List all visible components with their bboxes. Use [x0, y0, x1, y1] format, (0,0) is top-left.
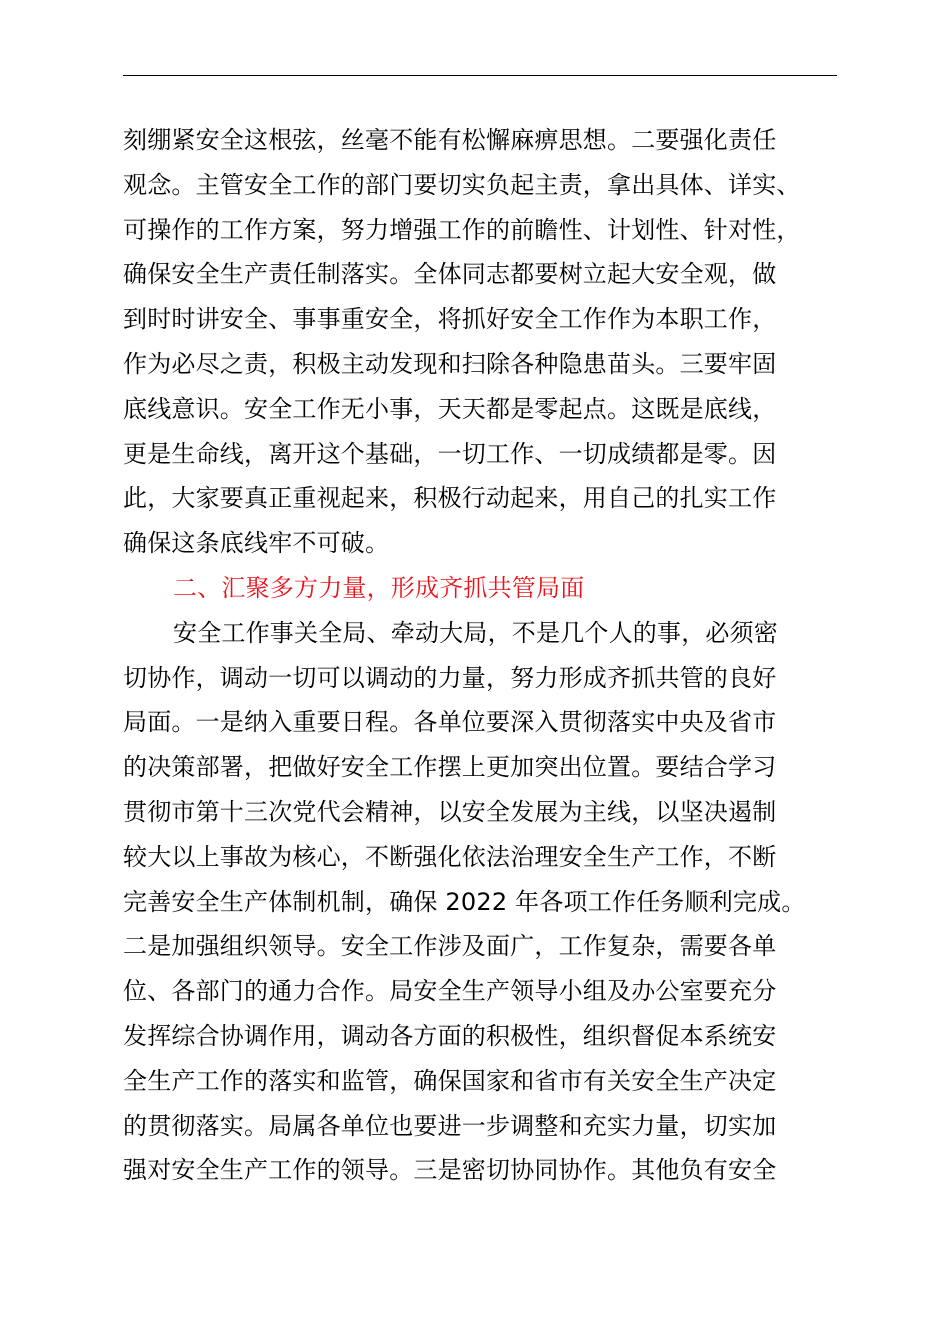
body-line: 底线意识。安全工作无小事，天天都是零起点。这既是底线，	[123, 394, 777, 423]
body-line: 的贯彻落实。局属各单位也要进一步调整和充实力量，切实加	[123, 1111, 777, 1140]
body-line: 到时时讲安全、事事重安全，将抓好安全工作作为本职工作，	[123, 305, 777, 334]
body-line: 刻绷紧安全这根弦，丝毫不能有松懈麻痹思想。二要强化责任	[123, 126, 777, 154]
body-line: 观念。主管安全工作的部门要切实负起主责，拿出具体、详实、	[123, 170, 801, 199]
body-line: 此，大家要真正重视起来，积极行动起来，用自己的扎实工作	[123, 484, 777, 513]
body-line: 二是加强组织领导。安全工作涉及面广，工作复杂，需要各单	[123, 932, 777, 961]
paragraph-first-line: 安全工作事关全局、牵动大局，不是几个人的事，必须密	[173, 618, 778, 647]
header-rule	[123, 75, 837, 76]
body-line: 发挥综合协调作用，调动各方面的积极性，组织督促本系统安	[123, 1021, 777, 1050]
section-heading: 二、汇聚多方力量，形成齐抓共管局面	[173, 573, 585, 602]
body-line: 作为必尽之责，积极主动发现和扫除各种隐患苗头。三要牢固	[123, 349, 777, 378]
body-line: 位、各部门的通力合作。局安全生产领导小组及办公室要充分	[123, 977, 777, 1006]
body-line: 局面。一是纳入重要日程。各单位要深入贯彻落实中央及省市	[123, 708, 777, 737]
body-line: 较大以上事故为核心，不断强化依法治理安全生产工作，不断	[123, 842, 777, 871]
body-line: 完善安全生产体制机制，确保 2022 年各项工作任务顺利完成。	[123, 887, 806, 916]
body-line: 可操作的工作方案，努力增强工作的前瞻性、计划性、针对性，	[123, 215, 801, 244]
body-line: 贯彻市第十三次党代会精神，以安全发展为主线，以坚决遏制	[123, 797, 777, 826]
body-line: 切协作，调动一切可以调动的力量，努力形成齐抓共管的良好	[123, 663, 777, 692]
document-body	[123, 118, 863, 1193]
body-line: 更是生命线，离开这个基础，一切工作、一切成绩都是零。因	[123, 439, 777, 468]
body-line: 强对安全生产工作的领导。三是密切协同协作。其他负有安全	[123, 1156, 777, 1185]
body-line: 确保这条底线牢不可破。	[123, 529, 390, 558]
body-line: 全生产工作的落实和监管，确保国家和省市有关安全生产决定	[123, 1066, 777, 1095]
body-line: 的决策部署，把做好安全工作摆上更加突出位置。要结合学习	[123, 753, 777, 782]
body-line: 确保安全生产责任制落实。全体同志都要树立起大安全观，做	[123, 260, 777, 289]
